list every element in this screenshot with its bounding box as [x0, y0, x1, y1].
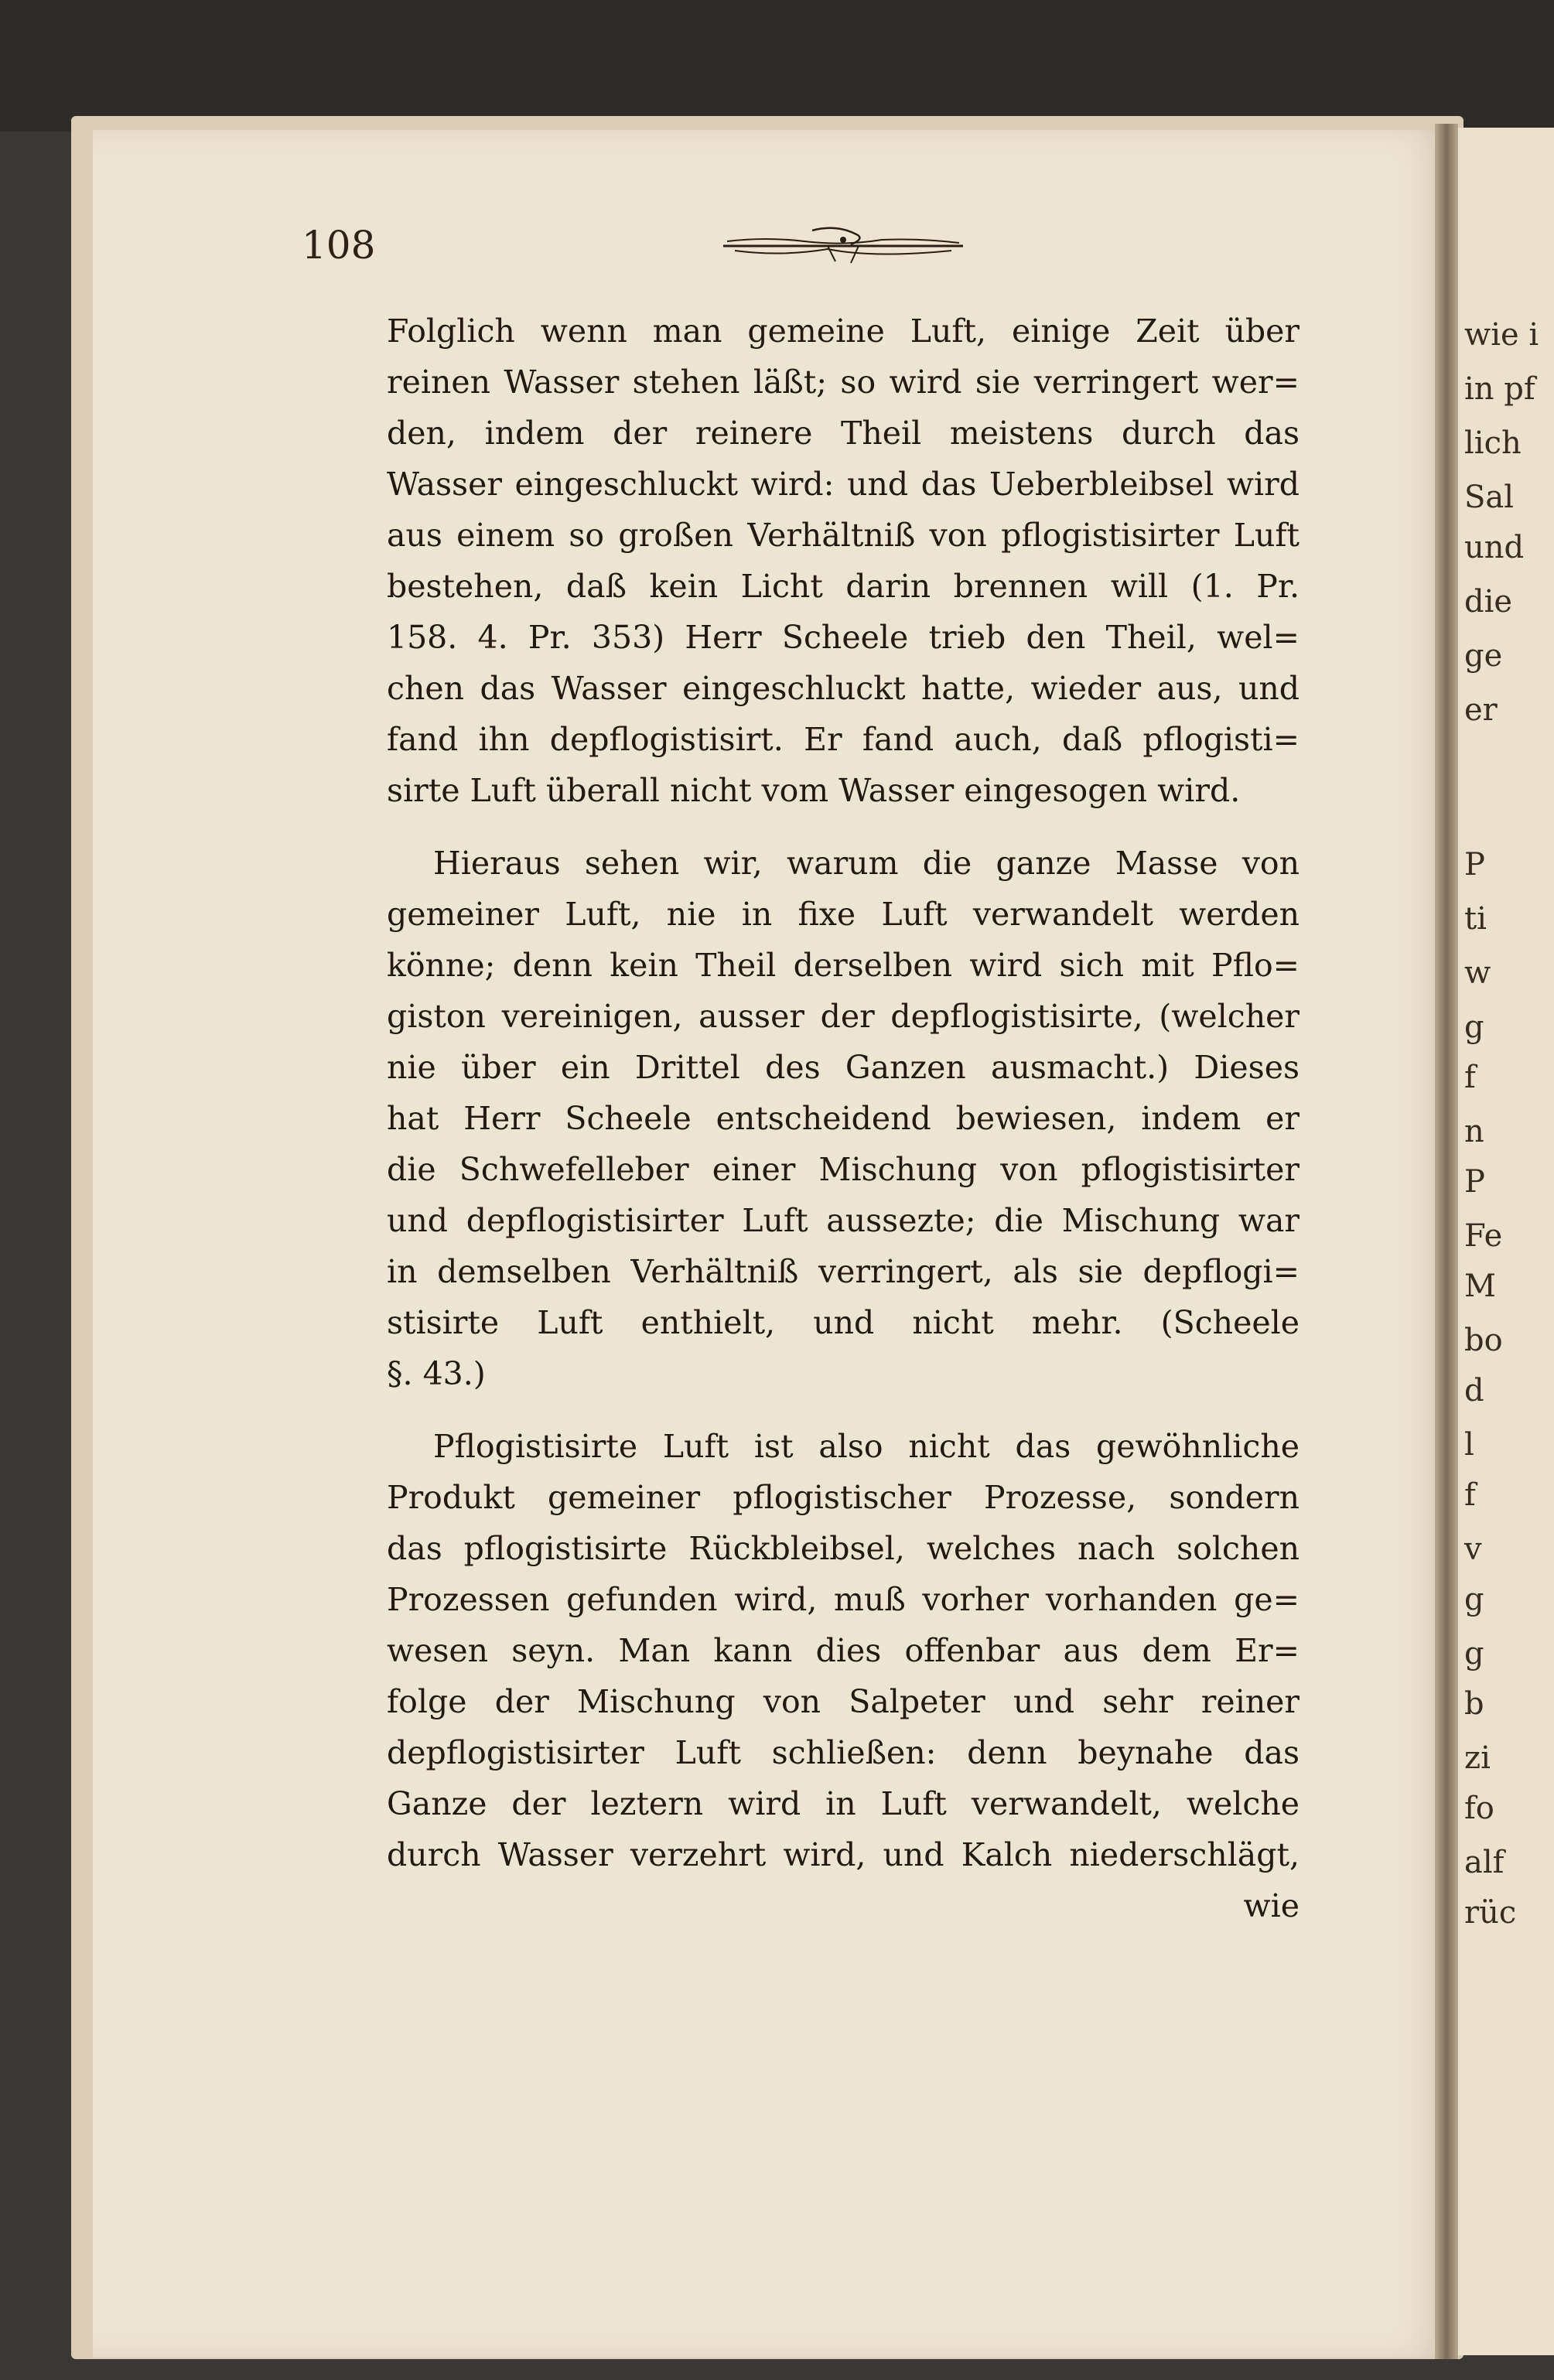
facing-page-fragment: in pf	[1464, 371, 1535, 407]
facing-page	[1458, 128, 1554, 2355]
text-line: in demselben Verhältniß verringert, als sie depflogi=	[387, 1253, 1300, 1290]
text-line: bestehen, daß kein Licht darin brennen will (1. Pr.	[387, 568, 1300, 605]
book-gutter	[1435, 124, 1458, 2359]
text-line: Prozessen gefunden wird, muß vorher vorhanden ge=	[387, 1581, 1300, 1618]
text-line: Wasser eingeschluckt wird: und das Ueberbleibsel wird	[387, 466, 1300, 503]
text-line: 158. 4. Pr. 353) Herr Scheele trieb den Theil, wel=	[387, 619, 1300, 656]
facing-page-fragment: P	[1464, 1164, 1485, 1200]
facing-page-fragment: M	[1464, 1269, 1496, 1304]
page-number: 108	[302, 223, 376, 268]
facing-page-fragment: ge	[1464, 638, 1503, 674]
facing-page-fragment: wie i	[1464, 317, 1539, 353]
facing-page-fragment: P	[1464, 847, 1485, 883]
body-text	[387, 306, 1300, 1931]
facing-page-fragment: er	[1464, 692, 1498, 728]
facing-page-fragment: g	[1464, 1009, 1484, 1045]
facing-page-fragment: n	[1464, 1114, 1484, 1149]
text-line: aus einem so großen Verhältniß von pflogistisirter Luft	[387, 517, 1300, 554]
text-line: die Schwefelleber einer Mischung von pflogistisirter	[387, 1151, 1300, 1188]
text-line: wesen seyn. Man kann dies offenbar aus dem Er=	[387, 1632, 1300, 1669]
text-line: fand ihn depflogistisirt. Er fand auch, daß pflogisti=	[387, 721, 1300, 758]
text-line: Ganze der leztern wird in Luft verwandelt, welche	[387, 1785, 1300, 1822]
text-line: nie über ein Drittel des Ganzen ausmacht.) Dieses	[387, 1049, 1300, 1086]
paragraph-2	[387, 838, 1300, 1399]
facing-page-fragment: g	[1464, 1582, 1484, 1617]
text-line: Hieraus sehen wir, warum die ganze Masse von	[433, 845, 1300, 882]
text-line: Folglich wenn man gemeine Luft, einige Zeit über	[387, 312, 1300, 350]
facing-page-fragment: d	[1464, 1373, 1484, 1409]
catchword: wie	[1243, 1887, 1300, 1924]
text-line: hat Herr Scheele entscheidend bewiesen, indem er	[387, 1100, 1300, 1137]
facing-page-fragment: w	[1464, 955, 1491, 991]
facing-page-fragment: g	[1464, 1636, 1484, 1671]
facing-page-fragment: v	[1464, 1531, 1482, 1567]
facing-page-fragment: f	[1464, 1060, 1476, 1095]
text-line: giston vereinigen, ausser der depflogistisirte, (welcher	[387, 998, 1300, 1035]
facing-page-fragment: Sal	[1464, 480, 1515, 515]
text-line: sirte Luft überall nicht vom Wasser eingesogen wird.	[387, 772, 1241, 809]
text-line: depflogistisirter Luft schließen: denn beynahe das	[387, 1734, 1300, 1771]
text-line: Produkt gemeiner pflogistischer Prozesse, sondern	[387, 1479, 1300, 1516]
facing-page-fragment: b	[1464, 1686, 1484, 1722]
text-line: reinen Wasser stehen läßt; so wird sie verringert wer=	[387, 364, 1300, 401]
text-line: und depflogistisirter Luft aussezte; die Mischung war	[387, 1202, 1300, 1239]
facing-page-fragment: fo	[1464, 1791, 1494, 1826]
paragraph-3	[387, 1421, 1300, 1880]
text-line: §. 43.)	[387, 1355, 486, 1392]
background-dark	[0, 0, 1554, 131]
text-line: folge der Mischung von Salpeter und sehr reiner	[387, 1683, 1300, 1720]
text-line: gemeiner Luft, nie in fixe Luft verwandelt werden	[387, 896, 1300, 933]
facing-page-fragment: zi	[1464, 1740, 1491, 1776]
text-line: könne; denn kein Theil derselben wird sich mit Pflo=	[387, 947, 1300, 984]
text-line: Pflogistisirte Luft ist also nicht das gewöhnliche	[433, 1428, 1300, 1465]
text-line: stisirte Luft enthielt, und nicht mehr. (Scheele	[387, 1304, 1300, 1341]
facing-page-fragment: lich	[1464, 425, 1522, 461]
paragraph-1	[387, 306, 1300, 816]
facing-page-fragment: Fe	[1464, 1218, 1503, 1254]
facing-page-fragment: alf	[1464, 1845, 1504, 1880]
facing-page-fragment: l	[1464, 1427, 1474, 1463]
facing-page-fragment: f	[1464, 1477, 1476, 1513]
facing-page-fragment: bo	[1464, 1323, 1503, 1358]
text-line: chen das Wasser eingeschluckt hatte, wieder aus, und	[387, 670, 1300, 707]
facing-page-fragment: ti	[1464, 901, 1487, 937]
ornament-icon	[719, 223, 967, 272]
facing-page-fragment: die	[1464, 584, 1513, 620]
text-line: den, indem der reinere Theil meistens durch das	[387, 415, 1300, 452]
facing-page-fragment: rüc	[1464, 1895, 1517, 1931]
text-line: das pflogistisirte Rückbleibsel, welches nach solchen	[387, 1530, 1300, 1567]
facing-page-fragment: und	[1464, 530, 1525, 565]
text-line: durch Wasser verzehrt wird, und Kalch niederschlägt,	[387, 1836, 1300, 1873]
